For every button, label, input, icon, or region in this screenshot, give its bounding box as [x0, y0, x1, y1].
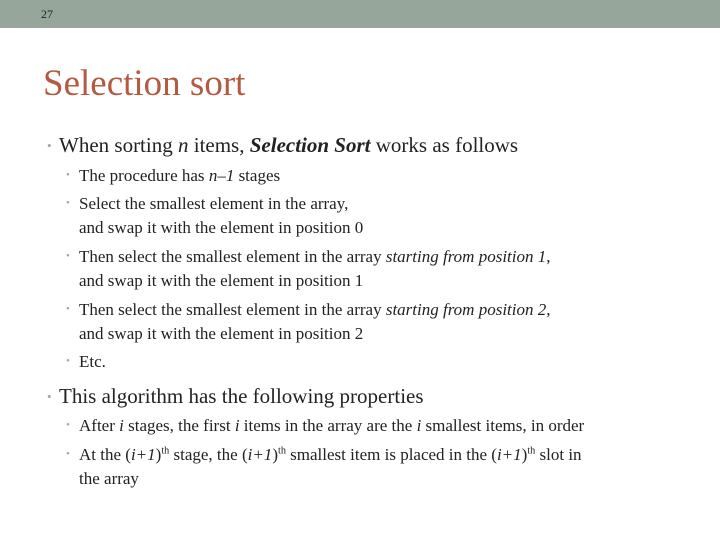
bullet-marker: • — [66, 197, 70, 209]
subpoint-stages: The procedure has n–1 stages — [79, 166, 281, 185]
bullet-marker: • — [66, 169, 70, 181]
bullet-marker: • — [66, 355, 70, 367]
bullet-marker: • — [47, 138, 52, 153]
bullet-marker: • — [66, 250, 70, 262]
subpoint-position-1-cont: and swap it with the element in position 1 — [79, 271, 364, 290]
subpoint-select-smallest: Select the smallest element in the array, — [79, 194, 349, 213]
subpoint-position-2: Then select the smallest element in the array starting from position 2, — [79, 300, 551, 319]
subpoint-etc: Etc. — [79, 352, 106, 371]
bullet-marker: • — [47, 389, 52, 404]
bullet-when-sorting: When sorting n items, Selection Sort works as follows — [59, 133, 519, 157]
bullet-marker: • — [66, 303, 70, 315]
subpoint-position-2-cont: and swap it with the element in position 2 — [79, 324, 364, 343]
slide-number: 27 — [41, 7, 53, 21]
bullet-properties: This algorithm has the following properties — [59, 384, 424, 408]
subpoint-select-smallest-cont: and swap it with the element in position 0 — [79, 218, 364, 237]
slide-title: Selection sort — [43, 63, 246, 104]
bullet-marker: • — [66, 448, 70, 460]
subpoint-after-i-stages: After i stages, the first i items in the array are the i smallest items, in order — [79, 416, 585, 435]
bullet-marker: • — [66, 419, 70, 431]
subpoint-ith-stage-cont: the array — [79, 469, 139, 488]
subpoint-position-1: Then select the smallest element in the array starting from position 1, — [79, 247, 551, 266]
subpoint-ith-stage: At the $(i+1)^{th}$ stage, the $(i+1)^{th}$ smallest item is placed in the $(i+1)^{th}$ slot in — [79, 445, 582, 464]
